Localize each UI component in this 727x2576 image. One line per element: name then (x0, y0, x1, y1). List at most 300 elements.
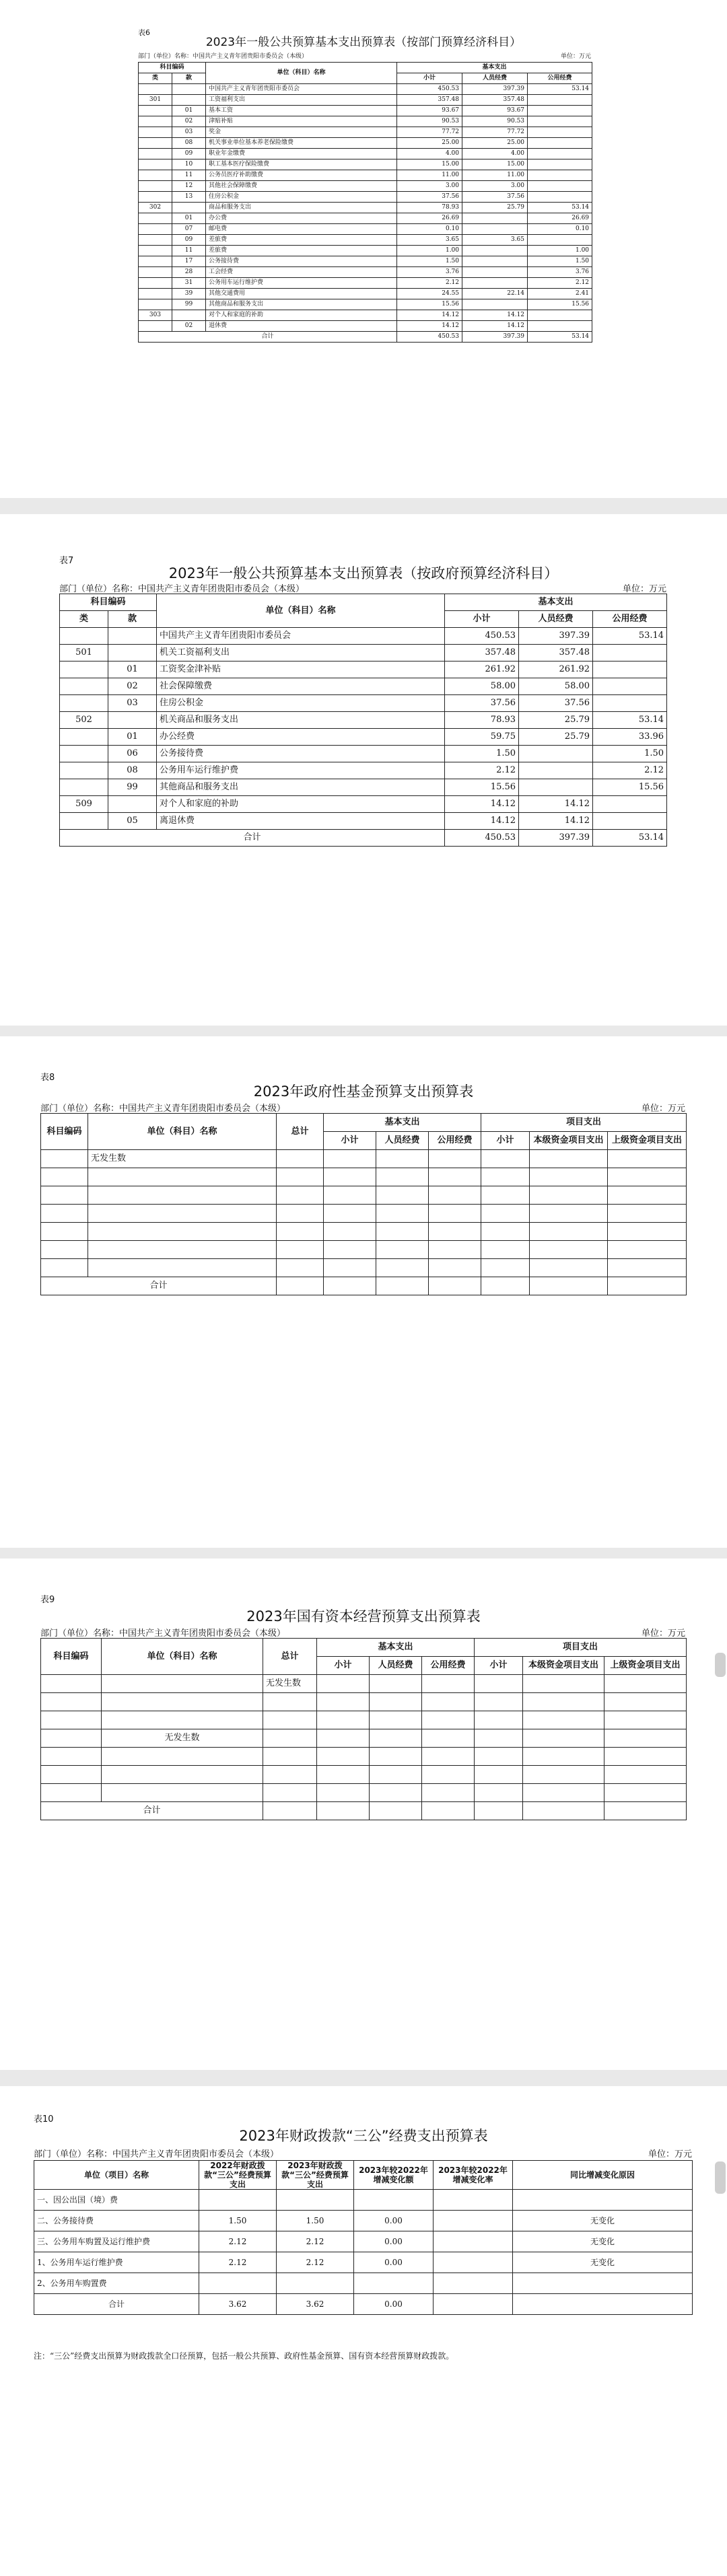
cell-kuan: 01 (172, 213, 206, 224)
table-row (41, 1150, 687, 1168)
col-project: 项目支出 (481, 1114, 687, 1132)
footnote: 注：“三公”经费支出预算为财政拨款全口径预算，包括一般公共预算、政府性基金预算、国有资本经营预算财政拨款。 (34, 2351, 454, 2361)
table-body (34, 2190, 693, 2294)
cell-name: 工资奖金津补贴 (157, 661, 445, 678)
col-public: 公用经费 (422, 1657, 475, 1675)
cell-subtotal: 78.93 (397, 203, 462, 213)
table-row (139, 224, 592, 235)
cell-public: 53.14 (528, 203, 592, 213)
cell-kuan (172, 84, 206, 95)
cell-staff: 22.14 (462, 289, 528, 299)
col-basic: 基本支出 (317, 1639, 475, 1657)
total-row (139, 332, 592, 343)
cell-staff: 14.12 (519, 813, 593, 830)
table-row (60, 813, 667, 830)
cell-public (593, 661, 667, 678)
cell-name: 差旅费 (206, 235, 397, 246)
cell-staff: 37.56 (519, 695, 593, 712)
cell-name: 其他交通费用 (206, 289, 397, 299)
page-table8 (0, 1036, 727, 1548)
cell-kuan: 03 (172, 127, 206, 138)
table-tag: 表9 (40, 1595, 55, 1605)
cell-lei (139, 159, 172, 170)
cell-public (593, 796, 667, 813)
total-subtotal: 450.53 (445, 830, 519, 847)
cell-lei (139, 127, 172, 138)
table-row (60, 762, 667, 779)
cell-name: 机关事业单位基本养老保险缴费 (206, 138, 397, 149)
col-name: 单位（科目）名称 (88, 1114, 277, 1150)
cell-public (528, 95, 592, 106)
cell-2022: 2.12 (199, 2252, 277, 2273)
table-row (139, 116, 592, 127)
cell-public (528, 106, 592, 116)
total-row (60, 830, 667, 847)
cell-public: 53.14 (593, 712, 667, 729)
cell-change-reason: 无变化 (513, 2231, 693, 2252)
col-staff: 人员经费 (376, 1132, 429, 1150)
cell-name: 奖金 (206, 127, 397, 138)
total-change-amount: 0.00 (354, 2294, 434, 2315)
table-row (139, 170, 592, 181)
cell-name: 社会保障缴费 (157, 678, 445, 695)
cell-2022: 2.12 (199, 2231, 277, 2252)
table-row (139, 235, 592, 246)
dept-name: 部门（单位）名称：中国共产主义青年团贵阳市委员会（本级） (138, 53, 308, 60)
unit-label: 单位：万元 (641, 1104, 685, 1114)
cell-lei (139, 106, 172, 116)
cell-staff (462, 224, 528, 235)
page-table9 (0, 1559, 727, 2070)
total-row (41, 1802, 687, 1820)
col-name: 单位（科目）名称 (102, 1639, 263, 1675)
cell-lei (60, 695, 108, 712)
cell-staff: 14.12 (462, 321, 528, 332)
cell-lei (139, 278, 172, 289)
cell-kuan: 99 (108, 779, 157, 796)
total-row (34, 2294, 693, 2315)
cell-name: 津贴补贴 (206, 116, 397, 127)
cell-kuan (172, 95, 206, 106)
cell-staff: 25.79 (519, 712, 593, 729)
cell-public (528, 192, 592, 203)
cell-lei: 501 (60, 645, 108, 661)
total-label: 合计 (34, 2294, 199, 2315)
scrollbar-thumb[interactable] (715, 1653, 726, 1677)
cell-staff (519, 779, 593, 796)
cell-public (528, 235, 592, 246)
table-row (139, 84, 592, 95)
col-code: 科目编码 (41, 1114, 88, 1150)
cell-subtotal: 93.67 (397, 106, 462, 116)
table-row (139, 203, 592, 213)
cell-2023: 1.50 (277, 2211, 354, 2231)
cell-name: 商品和服务支出 (206, 203, 397, 213)
cell-lei (139, 138, 172, 149)
cell-public: 2.12 (528, 278, 592, 289)
table-row (41, 1729, 687, 1748)
col-project: 项目支出 (475, 1639, 687, 1657)
total-staff: 397.39 (519, 830, 593, 847)
cell-staff: 3.00 (462, 181, 528, 192)
col-upper-fund: 上级资金项目支出 (608, 1132, 687, 1150)
cell-subtotal: 2.12 (445, 762, 519, 779)
cell-kuan: 11 (172, 246, 206, 256)
cell-public (593, 695, 667, 712)
page-gap (0, 1026, 727, 1036)
cell-name: 差旅费 (206, 246, 397, 256)
table-row (60, 729, 667, 746)
table-tag: 表7 (59, 556, 74, 566)
cell-kuan: 08 (108, 762, 157, 779)
table-tag: 表8 (40, 1073, 55, 1083)
table-row (139, 181, 592, 192)
cell-staff: 77.72 (462, 127, 528, 138)
col-subtotal: 小计 (324, 1132, 376, 1150)
table-row (139, 95, 592, 106)
table-row (34, 2273, 693, 2294)
table-row (139, 289, 592, 299)
cell-public: 3.76 (528, 267, 592, 278)
cell-change-reason: 无变化 (513, 2211, 693, 2231)
scrollbar-thumb[interactable] (715, 2161, 726, 2194)
col-budget-2022: 2022年财政拨款“三公”经费预算支出 (199, 2161, 277, 2190)
cell-kuan: 17 (172, 256, 206, 267)
table-row (139, 192, 592, 203)
dept-name: 部门（单位）名称：中国共产主义青年团贵阳市委员会（本级） (40, 1104, 286, 1114)
cell-public: 26.69 (528, 213, 592, 224)
cell-public (593, 645, 667, 661)
capital-table (40, 1638, 687, 1820)
cell-staff: 93.67 (462, 106, 528, 116)
table-row (139, 127, 592, 138)
cell-name: 中国共产主义青年团贵阳市委员会 (206, 84, 397, 95)
cell-kuan: 09 (172, 235, 206, 246)
cell-subtotal: 1.50 (445, 746, 519, 762)
cell-lei (60, 746, 108, 762)
col-kuan: 款 (108, 611, 157, 628)
col-project-subtotal: 小计 (475, 1657, 523, 1675)
cell-name: 公务接待费 (206, 256, 397, 267)
cell-kuan (172, 203, 206, 213)
cell-2023: 2.12 (277, 2252, 354, 2273)
total-2022: 3.62 (199, 2294, 277, 2315)
cell-name: 机关工资福利支出 (157, 645, 445, 661)
cell-staff: 11.00 (462, 170, 528, 181)
cell-name: 中国共产主义青年团贵阳市委员会 (157, 628, 445, 645)
cell-change-rate (434, 2231, 513, 2252)
col-public: 公用经费 (593, 611, 667, 628)
cell-staff: 397.39 (462, 84, 528, 95)
cell-lei (139, 213, 172, 224)
cell-subtotal: 3.00 (397, 181, 462, 192)
page-gap (0, 1548, 727, 1559)
table-row (60, 779, 667, 796)
cell-subtotal: 357.48 (445, 645, 519, 661)
cell-staff: 25.79 (462, 203, 528, 213)
cell-lei: 509 (60, 796, 108, 813)
cell-kuan (108, 796, 157, 813)
cell-name: 公务员医疗补助缴费 (206, 170, 397, 181)
table-row (41, 1168, 687, 1186)
cell-staff: 14.12 (462, 310, 528, 321)
table-row (41, 1205, 687, 1223)
cell-public: 15.56 (593, 779, 667, 796)
total-label: 合计 (60, 830, 445, 847)
total-label: 合计 (139, 332, 397, 343)
cell-subtotal: 15.56 (445, 779, 519, 796)
cell-public (528, 170, 592, 181)
table-row (34, 2252, 693, 2273)
table-body (41, 1150, 687, 1295)
cell-kuan (108, 712, 157, 729)
cell-name: 住房公积金 (157, 695, 445, 712)
col-budget-2023: 2023年财政拨款“三公”经费预算支出 (277, 2161, 354, 2190)
col-public: 公用经费 (429, 1132, 481, 1150)
cell-kuan: 05 (108, 813, 157, 830)
cell-subtotal: 4.00 (397, 149, 462, 159)
cell-lei (139, 170, 172, 181)
total-public: 53.14 (528, 332, 592, 343)
three-public-table (34, 2160, 693, 2315)
cell-lei (139, 181, 172, 192)
table-body (60, 628, 667, 830)
cell-staff (462, 213, 528, 224)
cell-public (528, 138, 592, 149)
col-change-reason: 同比增减变化原因 (513, 2161, 693, 2190)
table-row (60, 746, 667, 762)
cell-staff: 90.53 (462, 116, 528, 127)
cell-name: 办公费 (206, 213, 397, 224)
cell-change-amount: 0.00 (354, 2231, 434, 2252)
page-title: 2023年政府性基金预算支出预算表 (253, 1083, 474, 1100)
cell-staff (462, 267, 528, 278)
cell-lei (139, 321, 172, 332)
col-code: 科目编码 (60, 594, 157, 611)
cell-subtotal: 2.12 (397, 278, 462, 289)
cell-subtotal: 26.69 (397, 213, 462, 224)
col-lei: 类 (60, 611, 108, 628)
table-row (139, 278, 592, 289)
budget-table (138, 62, 592, 343)
cell-lei (139, 267, 172, 278)
cell-lei (60, 729, 108, 746)
table-row (139, 310, 592, 321)
table-row (34, 2190, 693, 2211)
unit-label: 单位：万元 (648, 2149, 692, 2159)
dept-name: 部门（单位）名称：中国共产主义青年团贵阳市委员会（本级） (59, 584, 305, 594)
col-local-fund: 本级资金项目支出 (530, 1132, 608, 1150)
cell-public: 0.10 (528, 224, 592, 235)
col-project-subtotal: 小计 (481, 1132, 530, 1150)
cell-change-reason: 无变化 (513, 2252, 693, 2273)
cell-public: 1.00 (528, 246, 592, 256)
cell-change-reason (513, 2273, 693, 2294)
cell-2023: 2.12 (277, 2231, 354, 2252)
cell-staff (519, 762, 593, 779)
cell-staff: 37.56 (462, 192, 528, 203)
cell-public: 33.96 (593, 729, 667, 746)
table-row (41, 1766, 687, 1784)
cell-staff: 357.48 (462, 95, 528, 106)
cell-kuan (172, 310, 206, 321)
page-table6 (0, 0, 727, 498)
cell-item-name: 2、公务用车购置费 (34, 2273, 199, 2294)
cell-public (593, 678, 667, 695)
table-row (41, 1186, 687, 1205)
table-row (34, 2231, 693, 2252)
table-row (41, 1259, 687, 1277)
col-basic: 基本支出 (445, 594, 667, 611)
table-row (41, 1675, 687, 1693)
cell-subtotal: 450.53 (445, 628, 519, 645)
cell-kuan: 07 (172, 224, 206, 235)
cell-public: 53.14 (528, 84, 592, 95)
total-subtotal: 450.53 (397, 332, 462, 343)
cell-lei (60, 813, 108, 830)
cell-public: 2.12 (593, 762, 667, 779)
cell-subtotal: 14.12 (397, 310, 462, 321)
cell-change-amount: 0.00 (354, 2211, 434, 2231)
cell-kuan: 01 (108, 661, 157, 678)
cell-name: 对个人和家庭的补助 (206, 310, 397, 321)
cell-public (528, 310, 592, 321)
cell-subtotal: 11.00 (397, 170, 462, 181)
cell-change-rate (434, 2190, 513, 2211)
col-total: 总计 (277, 1114, 324, 1150)
cell-name: 公务用车运行维护费 (157, 762, 445, 779)
cell-kuan: 13 (172, 192, 206, 203)
total-label: 合计 (41, 1802, 263, 1820)
table-row (34, 2211, 693, 2231)
cell-staff: 14.12 (519, 796, 593, 813)
table-row (41, 1223, 687, 1241)
cell-name: 其他社会保障缴费 (206, 181, 397, 192)
table-row (139, 106, 592, 116)
cell-name: 基本工资 (206, 106, 397, 116)
col-staff: 人员经费 (370, 1657, 422, 1675)
page-title: 2023年一般公共预算基本支出预算表（按部门预算经济科目） (205, 36, 522, 49)
cell-kuan: 39 (172, 289, 206, 299)
page-table10 (0, 2086, 727, 2576)
cell-lei (139, 116, 172, 127)
cell-kuan: 28 (172, 267, 206, 278)
cell-item-name: 三、公务用车购置及运行维护费 (34, 2231, 199, 2252)
cell-staff: 4.00 (462, 149, 528, 159)
cell-2023 (277, 2273, 354, 2294)
cell-name: 退休费 (206, 321, 397, 332)
cell-name: 办公经费 (157, 729, 445, 746)
cell-staff (462, 246, 528, 256)
cell-subtotal: 14.12 (445, 796, 519, 813)
cell-change-reason (513, 2190, 693, 2211)
col-change-rate: 2023年较2022年增减变化率 (434, 2161, 513, 2190)
cell-subtotal: 261.92 (445, 661, 519, 678)
no-data-label: 无发生数 (102, 1729, 263, 1748)
total-staff: 397.39 (462, 332, 528, 343)
cell-item-name: 1、公务用车运行维护费 (34, 2252, 199, 2273)
cell-item-name: 二、公务接待费 (34, 2211, 199, 2231)
col-staff: 人员经费 (462, 73, 528, 84)
table-row (139, 321, 592, 332)
cell-change-rate (434, 2273, 513, 2294)
cell-lei (139, 289, 172, 299)
cell-change-amount: 0.00 (354, 2252, 434, 2273)
col-subtotal: 小计 (317, 1657, 370, 1675)
table-tag: 表6 (138, 28, 150, 37)
table-row (139, 213, 592, 224)
unit-label: 单位：万元 (641, 1629, 685, 1639)
cell-subtotal: 1.50 (397, 256, 462, 267)
cell-staff: 25.79 (519, 729, 593, 746)
cell-public (528, 321, 592, 332)
cell-kuan: 08 (172, 138, 206, 149)
table-row (139, 267, 592, 278)
cell-lei: 301 (139, 95, 172, 106)
cell-subtotal: 450.53 (397, 84, 462, 95)
cell-staff: 58.00 (519, 678, 593, 695)
col-public: 公用经费 (528, 73, 592, 84)
cell-name: 职工基本医疗保险缴费 (206, 159, 397, 170)
cell-lei (60, 678, 108, 695)
cell-subtotal: 78.93 (445, 712, 519, 729)
col-basic: 基本支出 (397, 63, 592, 73)
cell-kuan: 09 (172, 149, 206, 159)
cell-staff: 15.00 (462, 159, 528, 170)
total-change-reason (513, 2294, 693, 2315)
cell-lei (139, 224, 172, 235)
cell-public: 53.14 (593, 628, 667, 645)
table-row (139, 149, 592, 159)
cell-subtotal: 14.12 (445, 813, 519, 830)
cell-lei (60, 779, 108, 796)
total-row (41, 1277, 687, 1295)
cell-2022 (199, 2190, 277, 2211)
total-2023: 3.62 (277, 2294, 354, 2315)
cell-item-name: 一、因公出国（境）费 (34, 2190, 199, 2211)
col-subtotal: 小计 (397, 73, 462, 84)
total-label: 合计 (41, 1277, 277, 1295)
cell-kuan (108, 645, 157, 661)
unit-label: 单位：万元 (560, 53, 591, 60)
table-row (60, 712, 667, 729)
col-kuan: 款 (172, 73, 206, 84)
cell-public (593, 813, 667, 830)
cell-public (528, 159, 592, 170)
cell-name: 离退休费 (157, 813, 445, 830)
table-row (60, 645, 667, 661)
no-data-label: 无发生数 (88, 1150, 277, 1168)
cell-subtotal: 15.56 (397, 299, 462, 310)
cell-staff: 397.39 (519, 628, 593, 645)
cell-public: 1.50 (593, 746, 667, 762)
cell-2023 (277, 2190, 354, 2211)
cell-subtotal: 357.48 (397, 95, 462, 106)
page-table7 (0, 514, 727, 1026)
cell-lei (139, 192, 172, 203)
col-staff: 人员经费 (519, 611, 593, 628)
cell-lei: 502 (60, 712, 108, 729)
table-row (41, 1241, 687, 1259)
unit-label: 单位：万元 (622, 584, 666, 594)
cell-name: 工会经费 (206, 267, 397, 278)
cell-change-amount (354, 2273, 434, 2294)
cell-public (528, 149, 592, 159)
cell-staff: 25.00 (462, 138, 528, 149)
cell-staff: 3.65 (462, 235, 528, 246)
cell-kuan: 01 (108, 729, 157, 746)
table-row (139, 299, 592, 310)
